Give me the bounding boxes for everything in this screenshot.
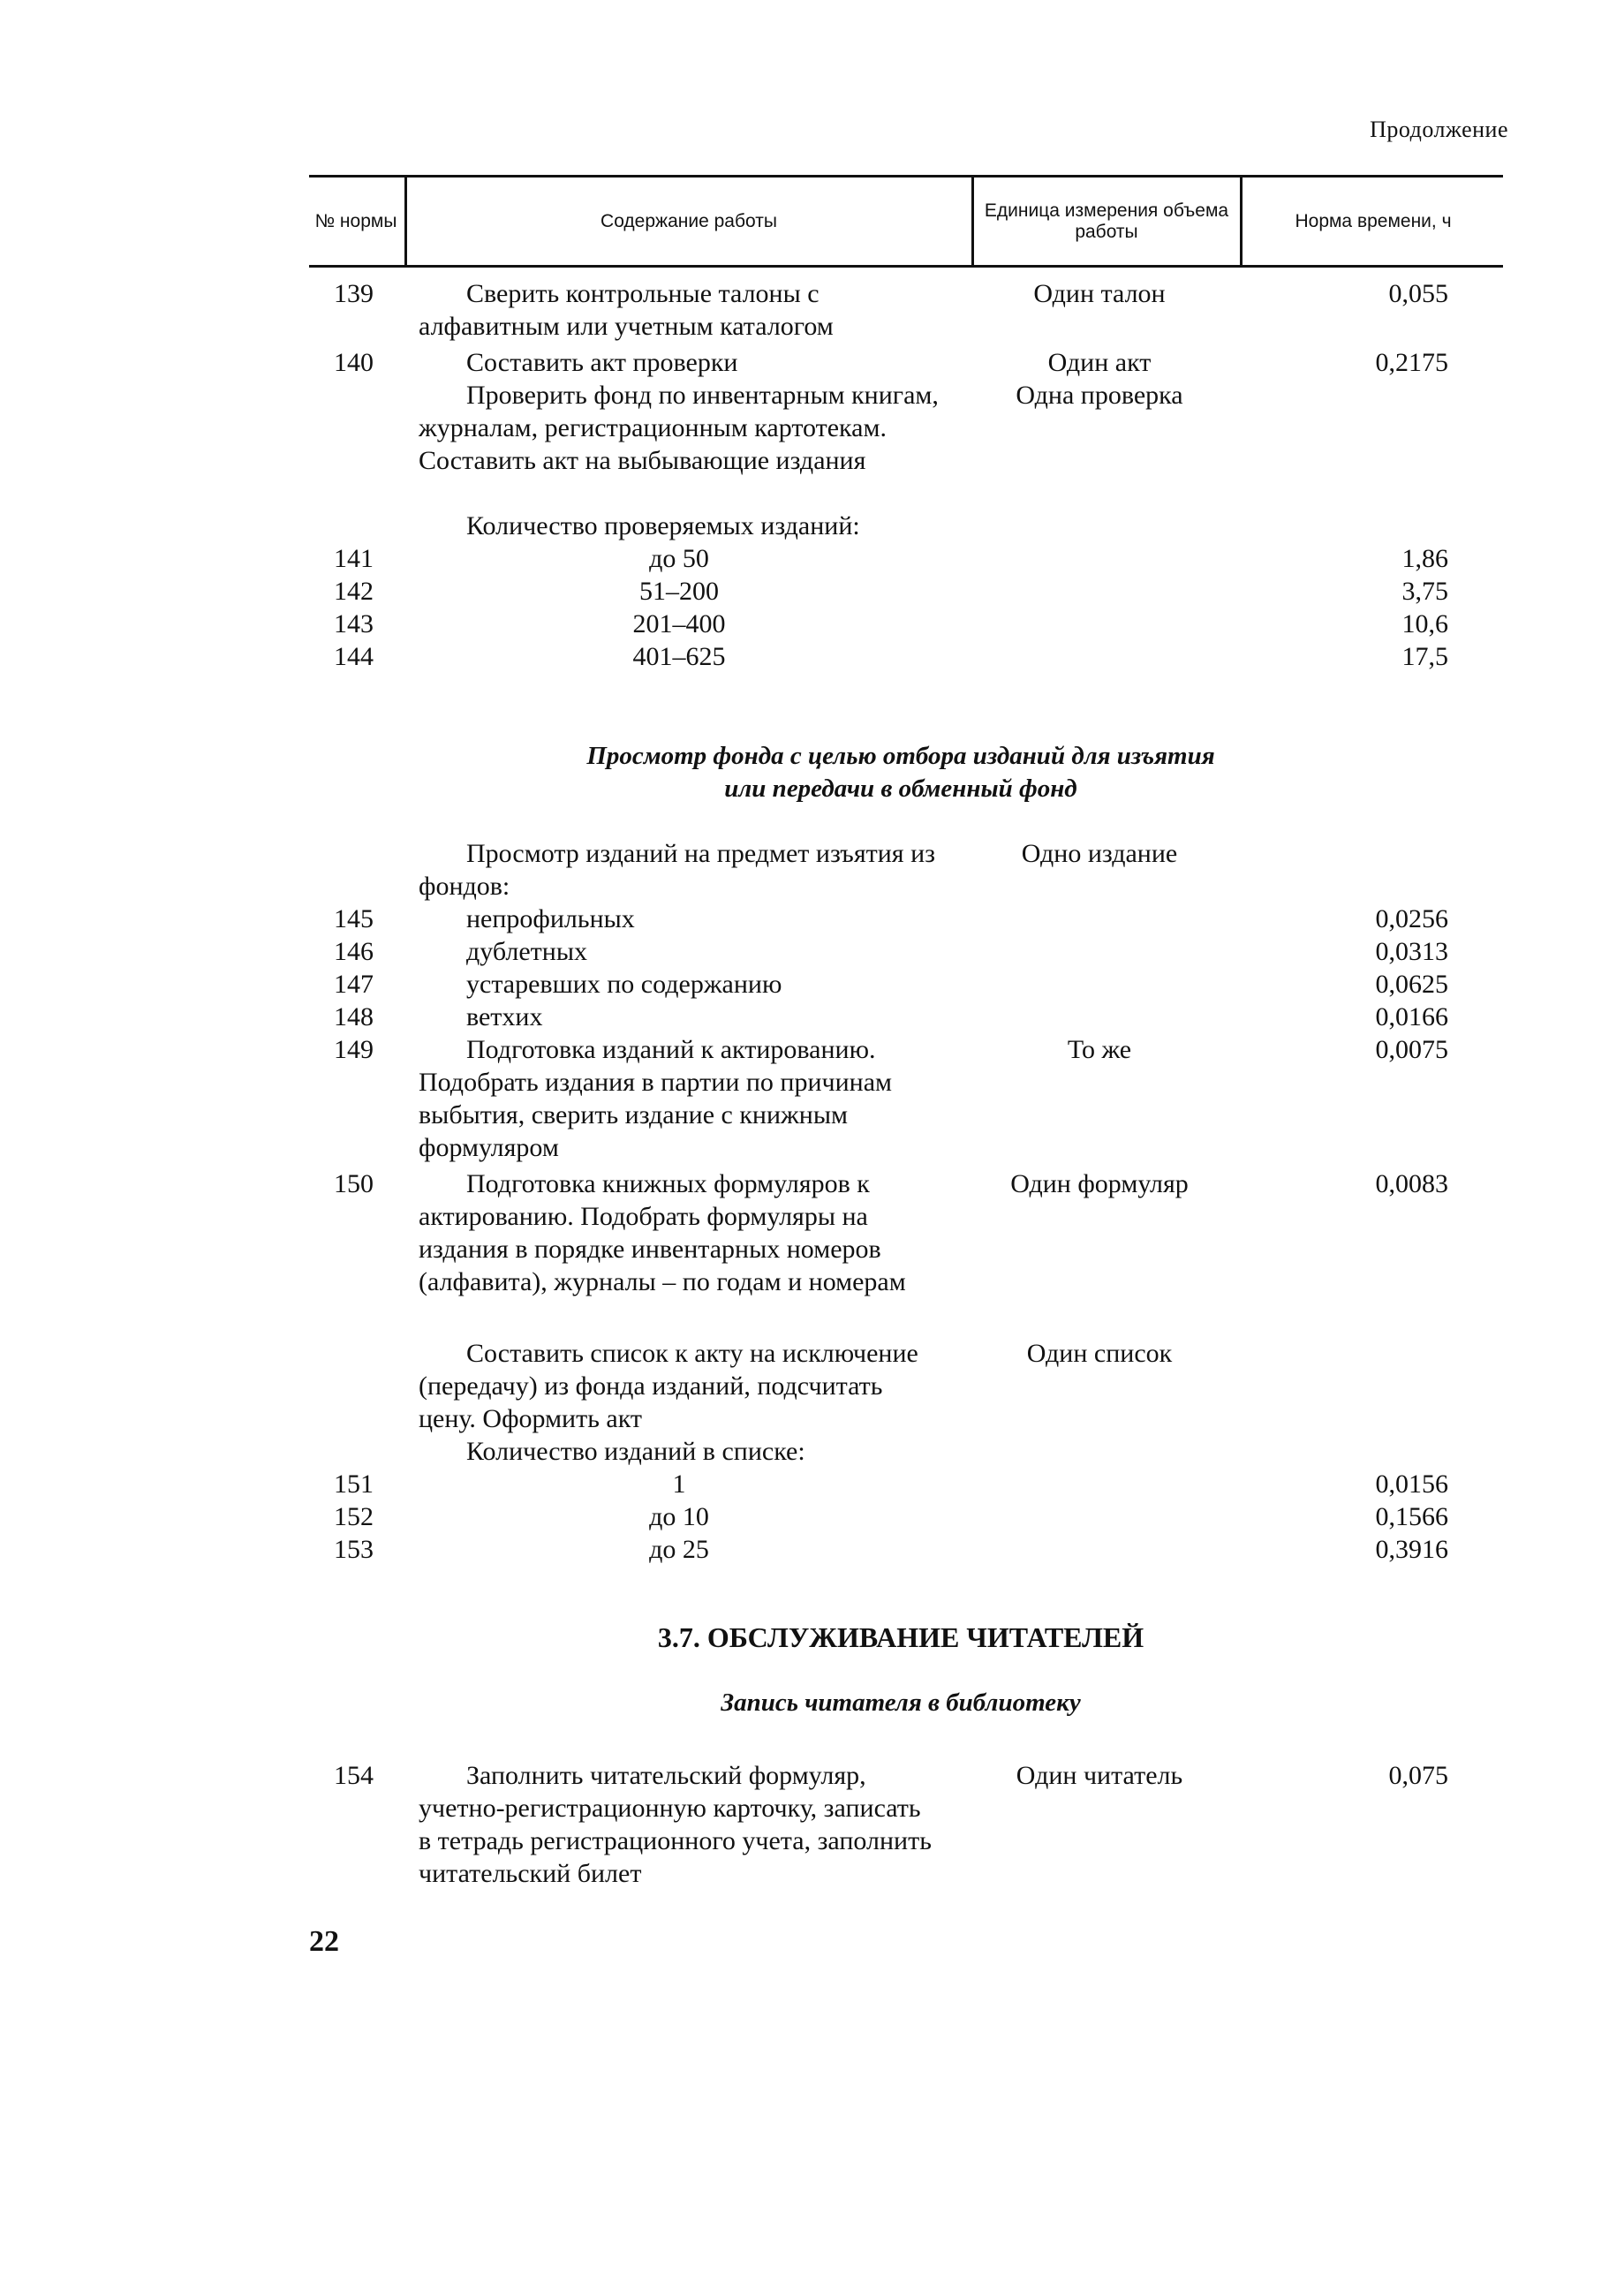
row-value: 17,5 xyxy=(1401,642,1448,671)
row-value: 0,0256 xyxy=(1375,904,1448,933)
header-time-norm: Норма времени, ч xyxy=(1295,211,1452,231)
row-text: Проверить фонд по инвентарным книгам, журналам, регистрационным картотекам. Составить акт на выбывающие издания xyxy=(419,381,939,475)
row-value: 10,6 xyxy=(1401,609,1448,638)
row-value: 1,86 xyxy=(1401,544,1448,573)
row-text: Количество изданий в списке: xyxy=(466,1437,805,1466)
row-number: 142 xyxy=(334,577,374,606)
section-subtitle: Запись читателя в библиотеку xyxy=(721,1689,1081,1717)
row-number: 143 xyxy=(334,609,374,638)
table-top-rule xyxy=(309,175,1503,178)
row-number: 146 xyxy=(334,937,374,966)
row-number: 147 xyxy=(334,970,374,999)
row-text: 1 xyxy=(672,1469,686,1499)
row-number: 151 xyxy=(334,1469,374,1499)
chapter-title: 3.7. ОБСЛУЖИВАНИЕ ЧИТАТЕЛЕЙ xyxy=(657,1621,1144,1653)
row-text: Составить акт проверки xyxy=(466,348,738,377)
row-unit: Один акт xyxy=(1047,348,1152,377)
row-unit: Один список xyxy=(1026,1339,1173,1368)
row-text: до 50 xyxy=(649,544,709,573)
row-number: 144 xyxy=(334,642,374,671)
row-value: 0,2175 xyxy=(1375,348,1448,377)
row-number: 140 xyxy=(334,348,374,377)
row-unit: Один талон xyxy=(1033,279,1166,308)
row-text: Просмотр изданий на предмет изъятия из фондов: xyxy=(419,839,935,901)
row-number: 154 xyxy=(334,1761,374,1790)
row-number: 145 xyxy=(334,904,374,933)
continuation-label: Продолжение xyxy=(1370,117,1508,142)
row-unit: Одно издание xyxy=(1021,839,1178,868)
row-unit: Одна проверка xyxy=(1016,381,1183,410)
header-unit: Единица измерения объема работы xyxy=(984,200,1229,242)
row-number: 152 xyxy=(334,1502,374,1531)
row-text: дублетных xyxy=(466,937,587,966)
page-number: 22 xyxy=(309,1925,339,1958)
row-value: 0,0083 xyxy=(1375,1169,1448,1198)
row-value: 0,0313 xyxy=(1375,937,1448,966)
section-title-line: Просмотр фонда с целью отбора изданий для изъятия xyxy=(586,742,1215,770)
table-header-bottom-rule xyxy=(309,265,1503,268)
row-number: 141 xyxy=(334,544,374,573)
row-value: 0,0166 xyxy=(1375,1002,1448,1031)
row-text: устаревших по содержанию xyxy=(466,970,782,999)
row-number: 153 xyxy=(334,1535,374,1564)
row-value: 0,0625 xyxy=(1375,970,1448,999)
row-unit: Один формуляр xyxy=(1010,1169,1189,1198)
section-title-line: или передачи в обменный фонд xyxy=(724,774,1077,803)
section-title xyxy=(495,740,1307,805)
row-text: Составить список к акту на исключение (передачу) из фонда изданий, подсчитать цену. Оформить акт xyxy=(419,1339,918,1433)
row-text: 51–200 xyxy=(639,577,719,606)
row-text: Заполнить читательский формуляр, учетно-регистрационную карточку, записать в тетрадь регистрационного учета, заполнить читательский билет xyxy=(419,1761,932,1888)
header-norm-number: № нормы xyxy=(314,211,397,231)
row-text: 401–625 xyxy=(632,642,726,671)
row-text: 201–400 xyxy=(632,609,726,638)
row-value: 0,1566 xyxy=(1375,1502,1448,1531)
row-text: непрофильных xyxy=(466,904,635,933)
row-text: Подготовка книжных формуляров к актированию. Подобрать формуляры на издания в порядке инвентарных номеров (алфавита), журналы – по годам и номерам xyxy=(419,1169,906,1296)
row-number: 149 xyxy=(334,1035,374,1064)
row-unit: Один читатель xyxy=(1016,1761,1183,1790)
row-number: 148 xyxy=(334,1002,374,1031)
row-unit: То же xyxy=(1067,1035,1132,1064)
row-text: до 10 xyxy=(649,1502,709,1531)
row-number: 150 xyxy=(334,1169,374,1198)
row-text: Сверить контрольные талоны с алфавитным или учетным каталогом xyxy=(419,279,834,341)
column-divider xyxy=(404,175,407,267)
row-value: 0,3916 xyxy=(1375,1535,1448,1564)
column-divider xyxy=(1240,175,1243,267)
row-text: до 25 xyxy=(649,1535,709,1564)
row-value: 0,055 xyxy=(1388,279,1448,308)
row-number: 139 xyxy=(334,279,374,308)
row-text: Подготовка изданий к актированию. Подобрать издания в партии по причинам выбытия, сверить издание с книжным формуляром xyxy=(419,1035,893,1162)
row-value: 3,75 xyxy=(1401,577,1448,606)
header-work-content: Содержание работы xyxy=(601,211,777,231)
row-value: 0,075 xyxy=(1388,1761,1448,1790)
column-divider xyxy=(971,175,974,267)
row-text: ветхих xyxy=(466,1002,543,1031)
row-text: Количество проверяемых изданий: xyxy=(466,511,860,540)
row-value: 0,0156 xyxy=(1375,1469,1448,1499)
row-value: 0,0075 xyxy=(1375,1035,1448,1064)
